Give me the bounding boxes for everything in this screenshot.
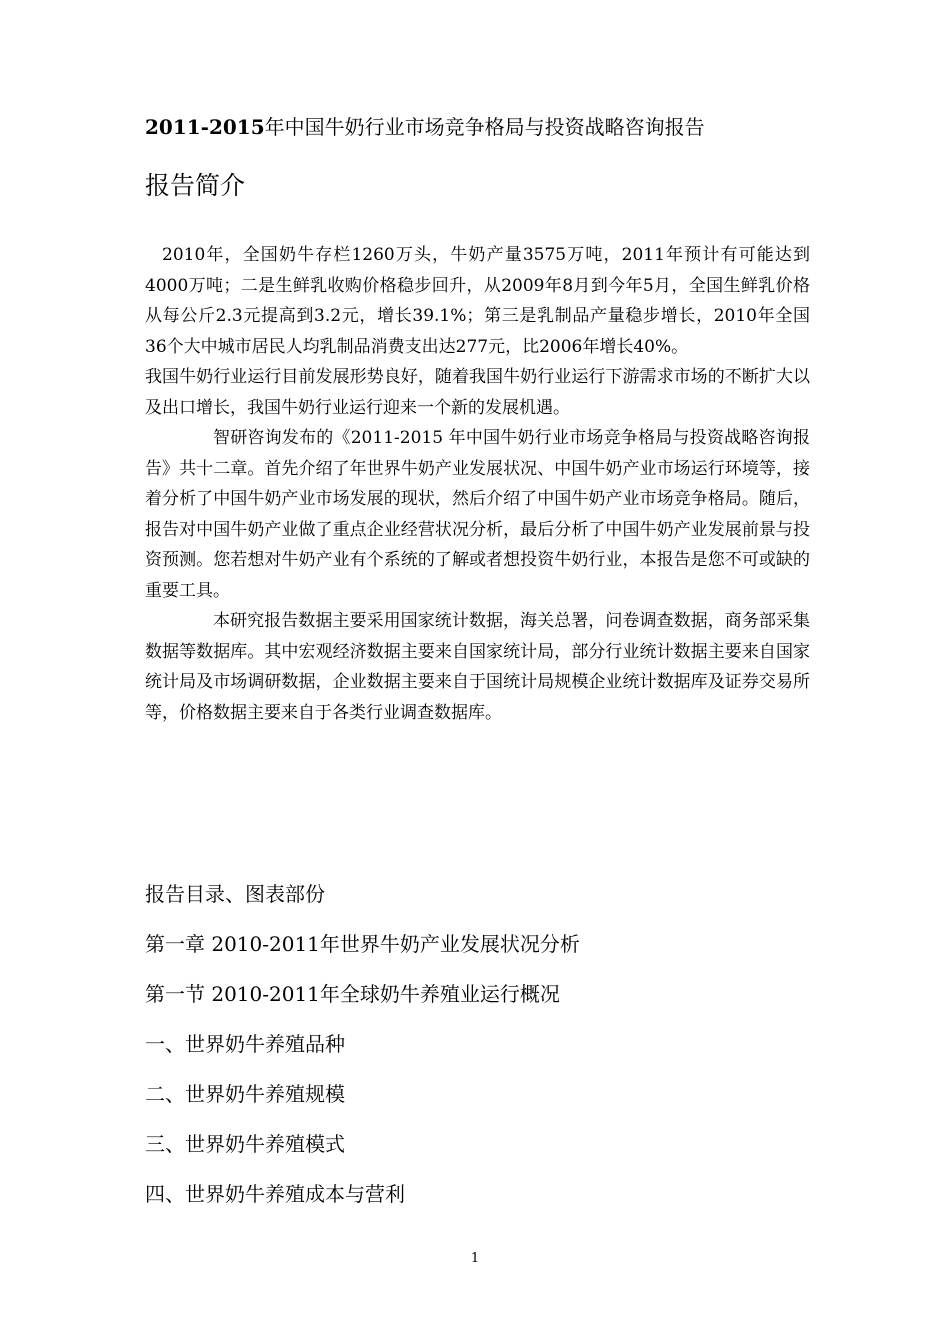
toc-item: 一、世界奶牛养殖品种 [145, 1032, 345, 1056]
report-title [145, 112, 825, 142]
report-title-text: 年中国牛奶行业市场竞争格局与投资战略咨询报告 [264, 115, 705, 139]
section-heading-intro: 报告简介 [145, 171, 246, 200]
toc-item: 四、世界奶牛养殖成本与营利 [145, 1182, 405, 1206]
toc-item: 二、世界奶牛养殖规模 [145, 1082, 345, 1106]
intro-paragraph: 本研究报告数据主要采用国家统计数据，海关总署，问卷调查数据，商务部采集数据等数据库。其中宏观经济数据主要来自国家统计局，部分行业统计数据主要来自国家统计局及市场调研数据，企业数据主要来自于国统计局规模企业统计数据库及证券交易所等，价格数据主要来自于各类行业调查数据库。 [145, 611, 810, 723]
toc-item: 三、世界奶牛养殖模式 [145, 1132, 345, 1156]
intro-paragraph: 我国牛奶行业运行目前发展形势良好，随着我国牛奶行业运行下游需求市场的不断扩大以及出口增长，我国牛奶行业运行迎来一个新的发展机遇。 [145, 367, 810, 418]
page-number: 1 [470, 1251, 480, 1266]
toc-chapter: 第一章 2010-2011年世界牛奶产业发展状况分析 [145, 932, 580, 956]
intro-paragraph: 2010年，全国奶牛存栏1260万头，牛奶产量3575万吨，2011年预计有可能达到4000万吨；二是生鲜乳收购价格稳步回升，从2009年8月到今年5月，全国生鲜乳价格从每公斤2.3元提高到3.2元，增长39.1%；第三是乳制品产量稳步增长，2010年全国36个大中城市居民人均乳制品消费支出达277元，比2006年增长40%。 [145, 245, 810, 357]
toc-heading: 报告目录、图表部份 [145, 882, 325, 906]
report-title-years: 2011-2015 [145, 115, 265, 139]
intro-body [145, 240, 810, 728]
intro-paragraph: 智研咨询发布的《2011-2015 年中国牛奶行业市场竞争格局与投资战略咨询报告》共十二章。首先介绍了年世界牛奶产业发展状况、中国牛奶产业市场运行环境等，接着分析了中国牛奶产业市场发展的现状，然后介绍了中国牛奶产业市场竞争格局。随后，报告对中国牛奶产业做了重点企业经营状况分析，最后分析了中国牛奶产业发展前景与投资预测。您若想对牛奶产业有个系统的了解或者想投资牛奶行业，本报告是您不可或缺的重要工具。 [145, 428, 810, 601]
toc-section: 第一节 2010-2011年全球奶牛养殖业运行概况 [145, 982, 560, 1006]
table-of-contents [145, 876, 825, 1226]
